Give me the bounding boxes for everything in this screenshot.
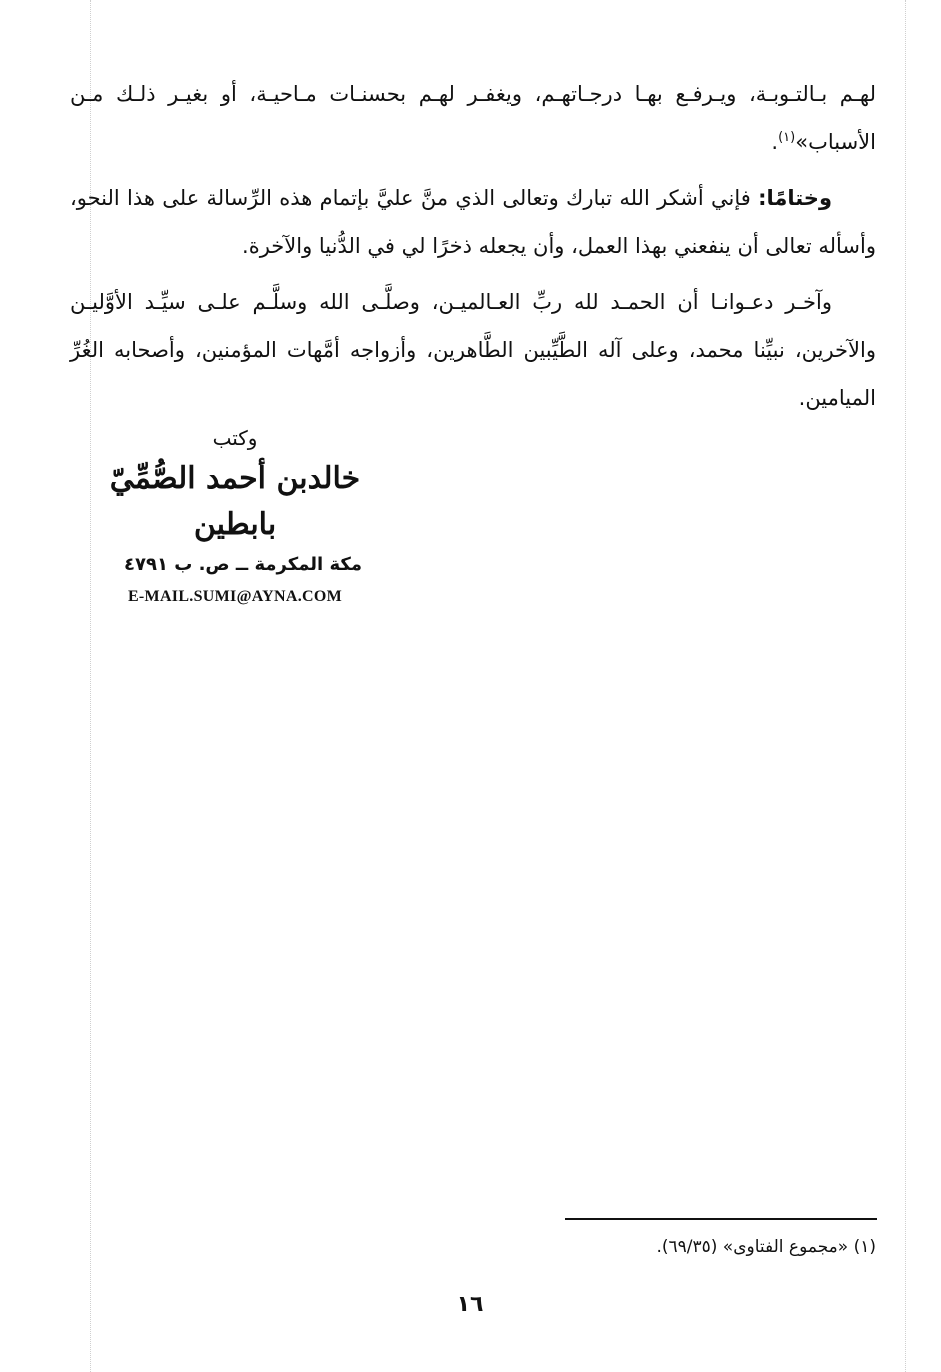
footnote: (١) «مجموع الفتاوى» (٦٩/٣٥). <box>656 1237 876 1257</box>
author-email: E-MAIL.SUMI@AYNA.COM <box>127 588 343 605</box>
scan-margin-right <box>905 0 906 1372</box>
paragraph-1-end: . <box>771 130 779 154</box>
closing-heading: وختامًا: <box>758 186 832 210</box>
paragraph-1 <box>70 70 876 166</box>
footnote-separator <box>565 1218 877 1220</box>
signature-block <box>100 420 370 612</box>
paragraph-1-text: لهـم بـالتـوبـة، ويـرفـع بهـا درجـاتهـم، ويغفـر لهـم بحسنـات مـاحيـة، أو بغيـر ذلـك مـن الأسباب» <box>70 82 876 154</box>
paragraph-2-text: فإني أشكر الله تبارك وتعالى الذي منَّ عليَّ بإتمام هذه الرِّسالة على هذا النحو، وأسأله تعالى أن ينفعني بهذا العمل، وأن يجعله ذخرًا لي في الدُّنيا والآخرة. <box>70 186 876 258</box>
author-address: مكة المكرمة ــ ص. ب ٤٧٩١ <box>124 554 362 575</box>
page-number: ١٦ <box>456 1292 484 1317</box>
paragraph-2 <box>70 174 876 270</box>
paragraph-3: وآخـر دعـوانـا أن الحمـد لله ربِّ العـالميـن، وصلَّـى الله وسلَّـم علـى سيِّـد الأوَّليـن والآخرين، نبيِّنا محمد، وعلى آله الطَّيِّبين الطَّاهرين، وأزواجه أمَّهات المؤمنين، وأصحابه الغُرِّ الميامين. <box>70 290 876 410</box>
footnote-reference[interactable]: (١) <box>778 130 796 145</box>
main-text <box>70 70 876 430</box>
author-name: خالدبن أحمد الصُّمِّيّ بابطين <box>109 461 361 542</box>
signature-written-by: وكتب <box>212 426 258 450</box>
